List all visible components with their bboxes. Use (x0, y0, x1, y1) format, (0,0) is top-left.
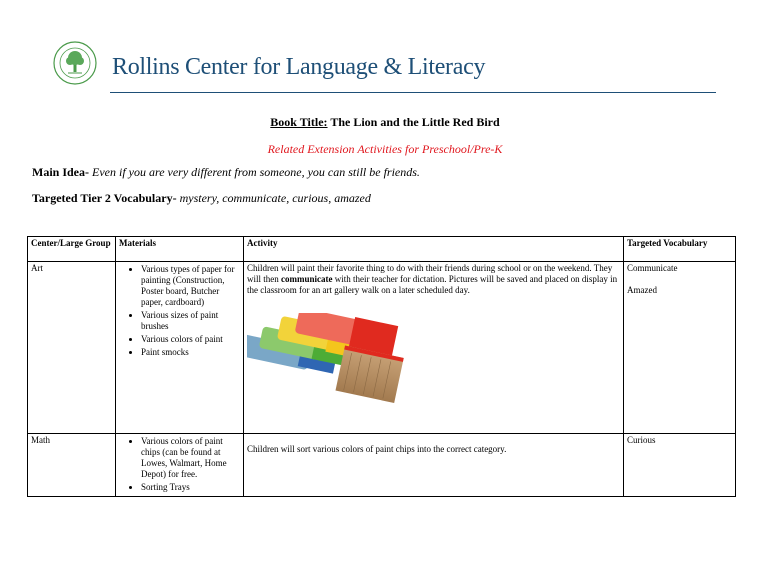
book-title (0, 115, 770, 130)
activity-bold-word: communicate (281, 274, 333, 284)
subtitle: Related Extension Activities for Preschool/Pre-K (267, 142, 503, 156)
list-item: • Various colors of paint (141, 334, 240, 345)
activity-text-part: with their teacher for dictation. Pictures will be saved and placed on display in the classroom for an art gallery walk on a later scheduled day. (247, 274, 618, 295)
activity-text-part: Children will paint their favorite thing to do with their friends during school or on the weekend. They will then (247, 263, 613, 284)
page-header (52, 40, 716, 94)
group-cell: Art (28, 262, 116, 434)
vocabulary-cell (624, 434, 736, 497)
table-header-row (28, 237, 736, 262)
vocabulary-line (32, 191, 371, 206)
activity-cell (244, 434, 624, 497)
vocab-word: Communicate (627, 263, 678, 273)
table-row (28, 262, 736, 434)
list-item: • Various sizes of paint brushes (141, 310, 240, 332)
col-header-materials: Materials (116, 237, 244, 262)
list-item: • Various types of paper for painting (Construction, Poster board, Butcher paper, cardboard) (141, 264, 240, 308)
book-title-text: The Lion and the Little Red Bird (330, 115, 500, 129)
materials-list (119, 436, 240, 493)
col-header-vocabulary: Targeted Vocabulary (624, 237, 736, 262)
activity-cell (244, 262, 624, 434)
list-item: • Various colors of paint chips (can be found at Lowes, Walmart, Home Depot) for free. (141, 436, 240, 480)
table-row (28, 434, 736, 497)
activities-table (27, 236, 736, 497)
tree-seal-icon (52, 40, 98, 86)
materials-list (119, 264, 240, 358)
col-header-activity: Activity (244, 237, 624, 262)
materials-cell (116, 262, 244, 434)
paint-brushes-image (247, 313, 413, 411)
activity-text (247, 263, 620, 296)
main-idea-label: Main Idea- (32, 165, 89, 179)
list-item: • Sorting Trays (141, 482, 240, 493)
book-title-label: Book Title: (270, 115, 328, 129)
list-item: • Paint smocks (141, 347, 240, 358)
vocab-word: Curious (627, 435, 656, 445)
vocabulary-label: Targeted Tier 2 Vocabulary- (32, 191, 177, 205)
main-idea-text: Even if you are very different from someone, you can still be friends. (92, 165, 420, 179)
col-header-group: Center/Large Group (28, 237, 116, 262)
materials-cell (116, 434, 244, 497)
vocabulary-cell (624, 262, 736, 434)
header-divider (110, 92, 716, 93)
vocab-word: Amazed (627, 285, 657, 295)
activity-text: Children will sort various colors of paint chips into the correct category. (247, 444, 507, 454)
group-cell: Math (28, 434, 116, 497)
org-name: Rollins Center for Language & Literacy (112, 54, 486, 80)
vocabulary-text: mystery, communicate, curious, amazed (179, 191, 371, 205)
main-idea (32, 165, 420, 180)
